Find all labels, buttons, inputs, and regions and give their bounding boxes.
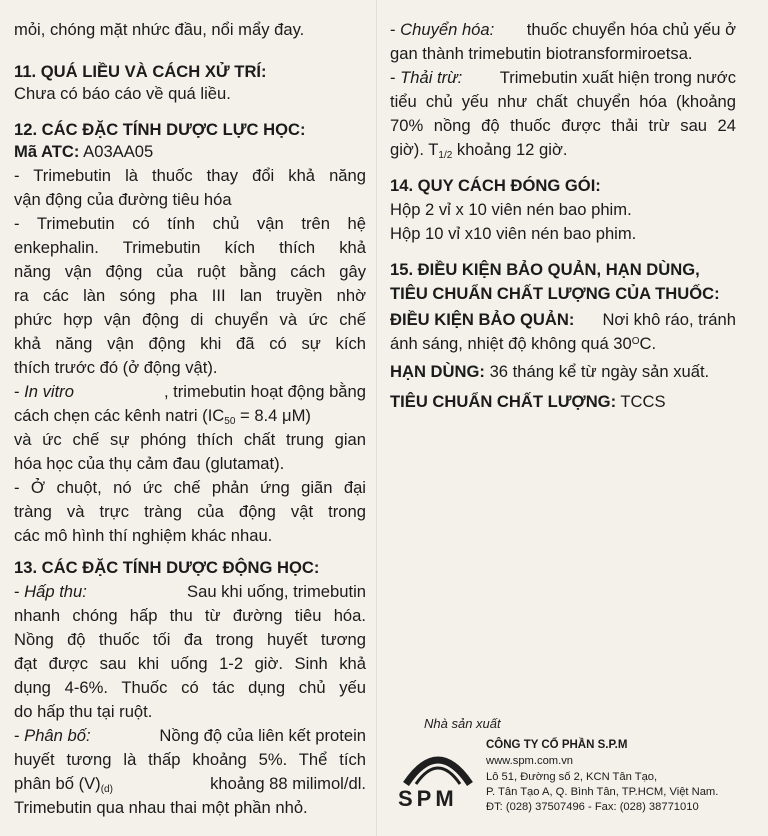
- pk-metabolism-line: gan thành trimebutin biotransformiroetsa.: [390, 44, 693, 63]
- spm-logo-text: SPM: [398, 786, 458, 811]
- storage-condition: ĐIỀU KIỆN BẢO QUẢN: Nơi khô ráo, tránh: [390, 310, 736, 329]
- pk-absorption: - Hấp thu: Sau khi uống, trimebutin: [14, 582, 366, 601]
- pd-paragraph-1-line: vận động của đường tiêu hóa: [14, 190, 232, 209]
- pd-paragraph-2-line: thích trước đó (ở động vật).: [14, 358, 218, 377]
- section-11-title: 11. QUÁ LIỀU VÀ CÁCH XỬ TRÍ:: [14, 62, 267, 81]
- company-contact: ĐT: (028) 37507496 - Fax: (028) 38771010: [486, 801, 699, 813]
- storage-condition-line: ánh sáng, nhiệt độ không quá $30^OC$.: [390, 334, 657, 353]
- quality-standard: TIÊU CHUẨN CHẤT LƯỢNG: TCCS: [390, 392, 666, 411]
- pk-distribution-line: huyết tương là thấp khoảng 5%. Thể tích: [14, 750, 366, 769]
- expiry: HẠN DÙNG: 36 tháng kể từ ngày sản xuất.: [390, 362, 710, 381]
- pd-paragraph-3-line: và ức chế sự phóng thích chất trung gian: [14, 430, 366, 449]
- pd-paragraph-2-line: ra các làn sóng pha III lan truyền nhờ: [14, 286, 366, 305]
- pk-elimination-line: tiểu chủ yếu như chất chuyển hóa (khoảng: [390, 92, 736, 111]
- pd-paragraph-3: - In vitro , trimebutin hoạt động bằng: [14, 382, 366, 401]
- section-11-text: Chưa có báo cáo về quá liều.: [14, 84, 231, 103]
- pk-metabolism: - Chuyển hóa: thuốc chuyển hóa chủ yếu ở: [390, 20, 736, 39]
- atc-label: Mã ATC:: [14, 142, 80, 161]
- company-website: www.spm.com.vn: [486, 755, 574, 767]
- atc-code: [14, 142, 153, 162]
- pk-absorption-line: dụng 4-6%. Thuốc có tác dụng chủ yếu: [14, 678, 366, 697]
- pd-paragraph-2-line: năng vận động của ruột bằng cách gây: [14, 262, 366, 281]
- pk-absorption-line: đạt được sau khi uống 1-2 giờ. Sinh khả: [14, 654, 366, 673]
- pk-elimination-line: giờ). $T_{1/2}$ khoảng 12 giờ.: [390, 140, 568, 161]
- pk-distribution-line: phân bố $(V)_{(d)}$ khoảng 88 milimol/dl.: [14, 774, 366, 795]
- pd-paragraph-3-line: cách chẹn các kênh natri ($IC_{50} = 8.4$ μM): [14, 406, 311, 427]
- pk-absorption-line: nhanh chóng hấp thu từ đường tiêu hóa.: [14, 606, 366, 625]
- section-15-title: 15. ĐIỀU KIỆN BẢO QUẢN, HẠN DÙNG,: [390, 260, 700, 279]
- pd-paragraph-2-line: khả năng vận động khi đã có sự kích: [14, 334, 366, 353]
- intro-line: mỏi, chóng mặt nhức đầu, nổi mẩy đay.: [14, 20, 305, 39]
- pd-paragraph-2-line: phức hợp vận động di chuyển và ức chế: [14, 310, 366, 329]
- manufacturer-label: Nhà sản xuất: [424, 716, 501, 731]
- atc-value: A03AA05: [79, 142, 154, 161]
- pd-paragraph-1: - Trimebutin là thuốc thay đổi khả năng: [14, 166, 366, 185]
- company-address-2: P. Tân Tạo A, Q. Bình Tân, TP.HCM, Việt Nam.: [486, 786, 719, 798]
- section-14-title: 14. QUY CÁCH ĐÓNG GÓI:: [390, 176, 601, 195]
- pd-paragraph-4-line: tràng và trực tràng của động vật trong: [14, 502, 366, 521]
- bleed-through: [396, 368, 736, 728]
- pd-paragraph-2: - Trimebutin có tính chủ vận trên hệ: [14, 214, 366, 233]
- pd-paragraph-4-line: các mô hình thí nghiệm khác nhau.: [14, 526, 273, 545]
- section-12-title: 12. CÁC ĐẶC TÍNH DƯỢC LỰC HỌC:: [14, 120, 306, 139]
- pk-elimination: - Thải trừ: Trimebutin xuất hiện trong nước: [390, 68, 736, 87]
- section-13-title: 13. CÁC ĐẶC TÍNH DƯỢC ĐỘNG HỌC:: [14, 558, 320, 577]
- pk-elimination-line: 70% nồng độ thuốc được thải trừ sau 24: [390, 116, 736, 135]
- section-15-title-line-2: TIÊU CHUẨN CHẤT LƯỢNG CỦA THUỐC:: [390, 284, 720, 303]
- pd-paragraph-3-line: hóa học của thụ cảm đau (glutamat).: [14, 454, 285, 473]
- pd-paragraph-2-line: enkephalin. Trimebutin kích thích khả: [14, 238, 366, 257]
- company-address-1: Lô 51, Đường số 2, KCN Tân Tạo,: [486, 771, 658, 783]
- pd-paragraph-4: - Ở chuột, nó ức chế phản ứng giãn đại: [14, 478, 366, 497]
- packaging-line-2: Hộp 10 vỉ x10 viên nén bao phim.: [390, 224, 637, 243]
- pk-absorption-line: do hấp thu tại ruột.: [14, 702, 153, 721]
- pk-absorption-line: Nồng độ thuốc tối đa trong huyết tương: [14, 630, 366, 649]
- packaging-line-1: Hộp 2 vỉ x 10 viên nén bao phim.: [390, 200, 632, 219]
- pk-distribution-line: Trimebutin qua nhau thai một phần nhỏ.: [14, 798, 308, 817]
- company-name: CÔNG TY CỔ PHẦN S.P.M: [486, 739, 628, 751]
- paper-fold: [376, 0, 377, 836]
- pk-distribution: - Phân bố: Nồng độ của liên kết protein: [14, 726, 366, 745]
